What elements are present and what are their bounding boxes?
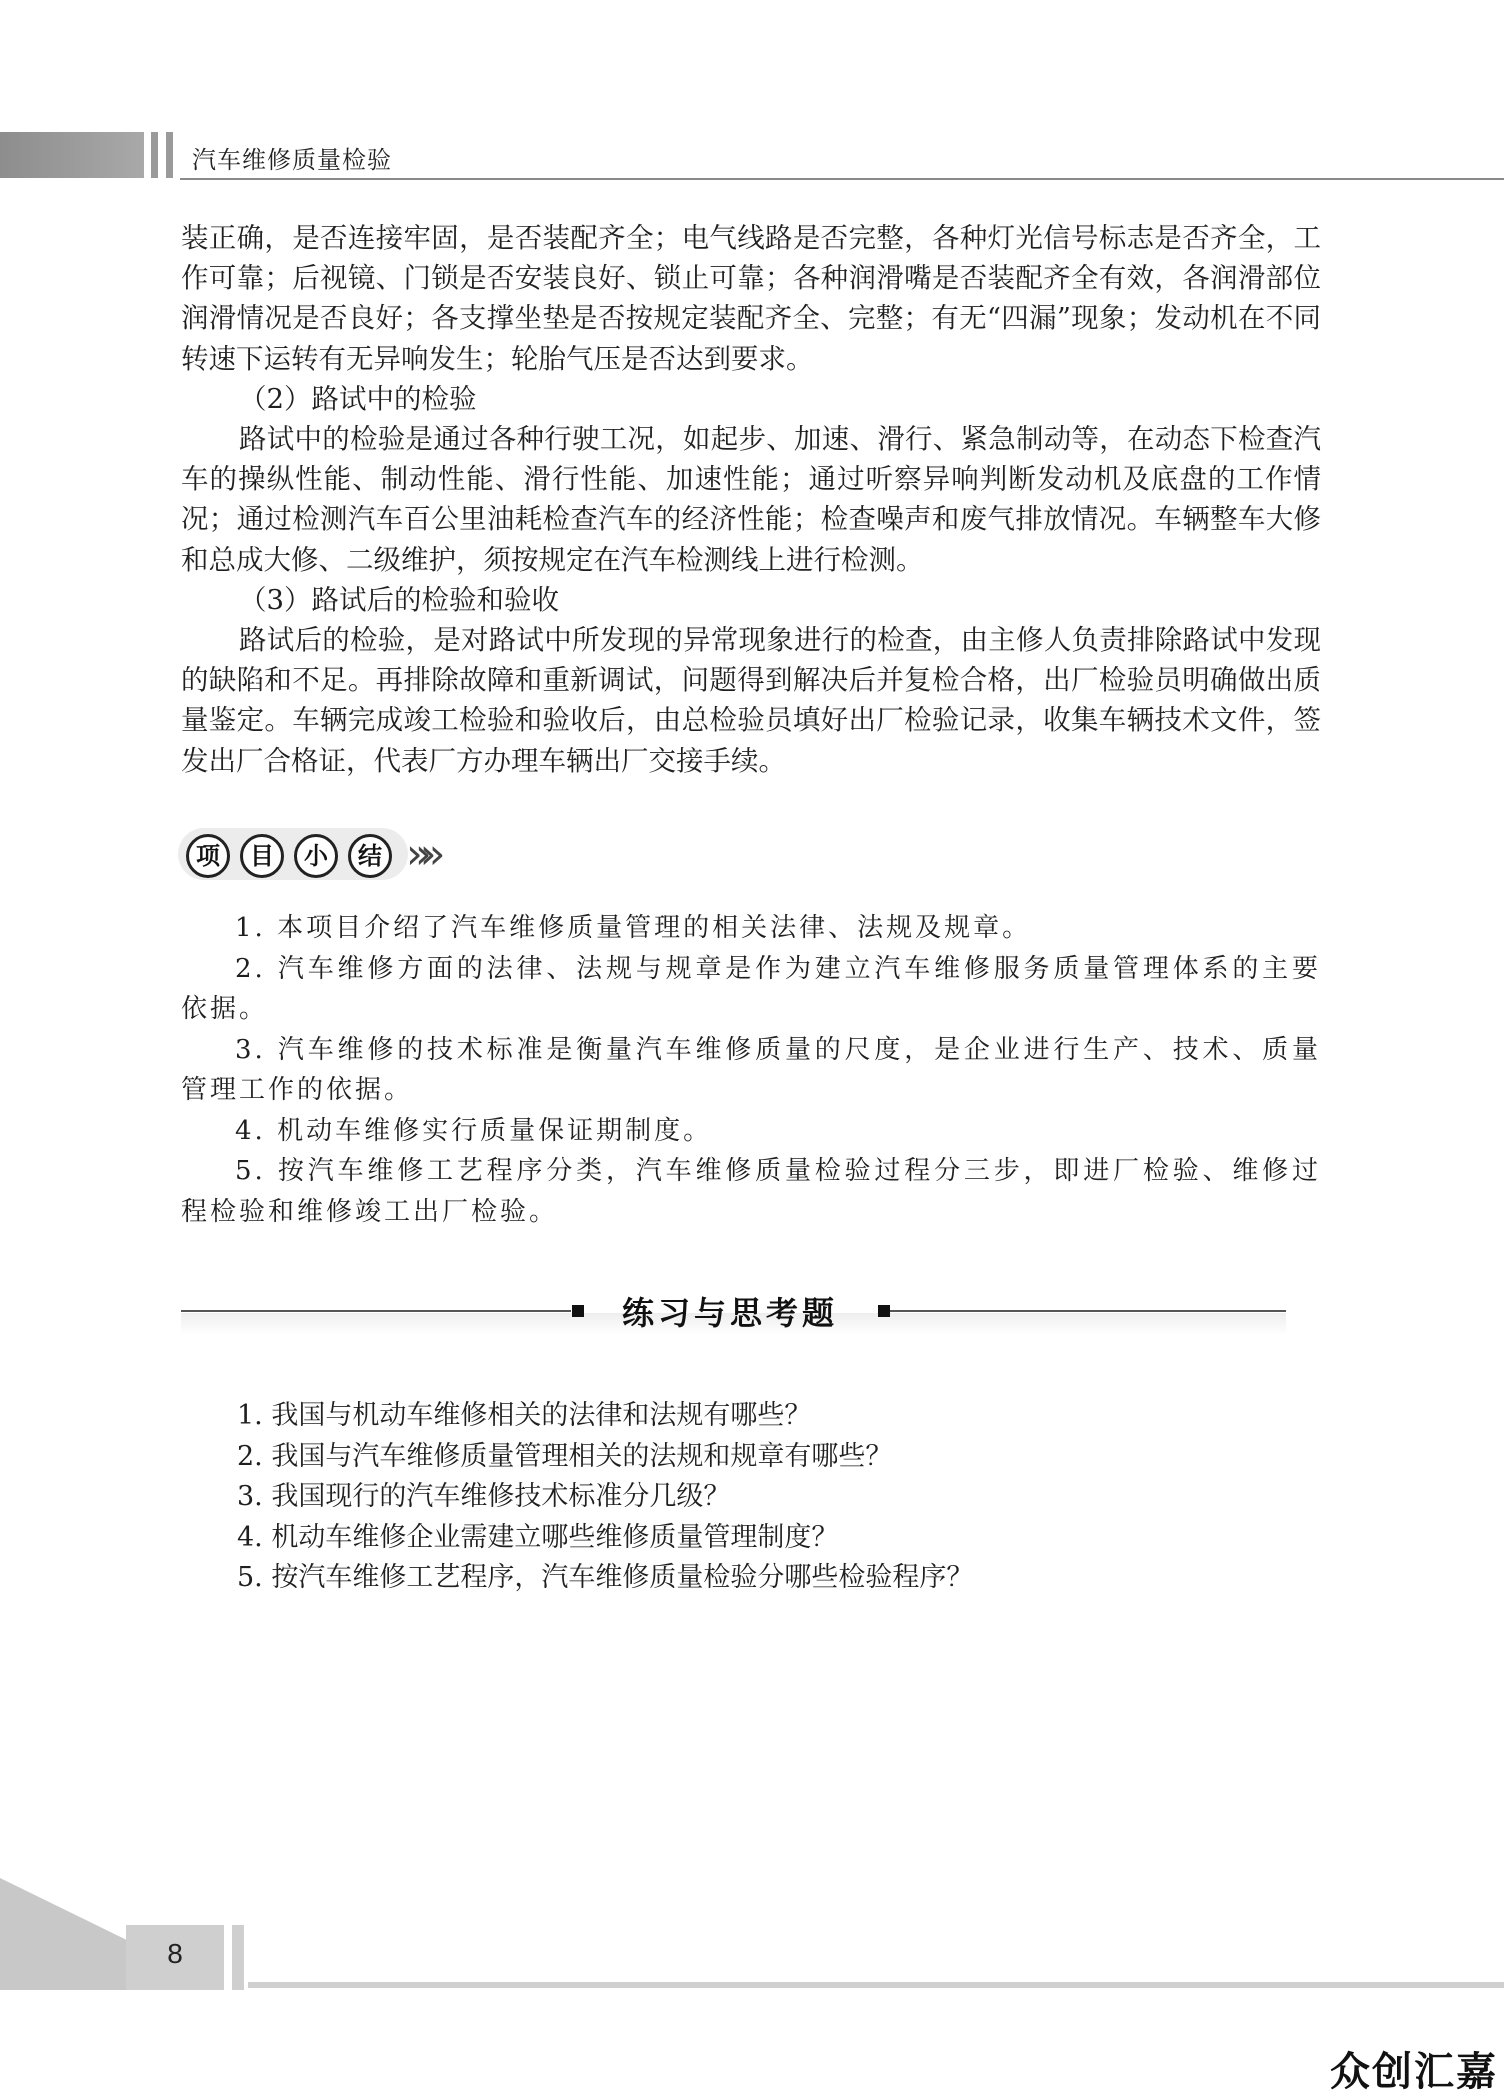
exercise-questions	[237, 1396, 1317, 1599]
question-item: 3. 我国现行的汽车维修技术标准分几级？	[237, 1481, 731, 1512]
badge-char: 项	[186, 834, 230, 878]
summary-item: 1. 本项目介绍了汽车维修质量管理的相关法律、法规及规章。	[235, 913, 1032, 943]
badge-char: 小	[294, 834, 338, 878]
summary-list	[181, 908, 1321, 1232]
page-number: 8	[167, 1938, 183, 1969]
summary-item: 4. 机动车维修实行质量保证期制度。	[235, 1115, 713, 1146]
footer-wedge	[0, 1878, 126, 1990]
exercises-rule-left	[181, 1310, 571, 1312]
summary-item: 3. 汽车维修的技术标准是衡量汽车维修质量的尺度，是企业进行生产、技术、质量管理工作的依据。	[181, 1034, 1321, 1105]
exercises-title: 练习与思考题	[621, 1294, 838, 1332]
paragraph: 路试后的检验，是对路试中所发现的异常现象进行的检查，由主修人负责排除路试中发现的缺陷和不足。再排除故障和重新调试，问题得到解决后并复检合格，出厂检验员明确做出质量鉴定。车辆完成竣工检验和验收后，由总检验员填好出厂检验记录，收集车辆技术文件，签发出厂合格证，代表厂方办理车辆出厂交接手续。	[181, 624, 1321, 777]
question-item: 5. 按汽车维修工艺程序，汽车维修质量检验分哪些检验程序？	[237, 1562, 974, 1593]
summary-item: 2. 汽车维修方面的法律、法规与规章是作为建立汽车维修服务质量管理体系的主要依据。	[181, 953, 1321, 1024]
paragraph: 装正确，是否连接牢固，是否装配齐全；电气线路是否完整，各种灯光信号标志是否齐全，工作可靠；后视镜、门锁是否安装良好、锁止可靠；各种润滑嘴是否装配齐全有效，各润滑部位润滑情况是否良好；各支撑坐垫是否按规定装配齐全、完整；有无“四漏”现象；发动机在不同转速下运转有无异响发生；轮胎气压是否达到要求。	[181, 222, 1321, 375]
header-bar	[151, 132, 158, 178]
paragraph: 路试中的检验是通过各种行驶工况，如起步、加速、滑行、紧急制动等，在动态下检查汽车的操纵性能、制动性能、滑行性能、加速性能；通过听察异响判断发动机及底盘的工作情况；通过检测汽车百公里油耗检查汽车的经济性能；检查噪声和废气排放情况。车辆整车大修和总成大修、二级维护，须按规定在汽车检测线上进行检测。	[181, 423, 1321, 576]
badge-char: 结	[348, 834, 392, 878]
header-rule	[180, 178, 1504, 180]
badge-char: 目	[240, 834, 284, 878]
summary-item: 5. 按汽车维修工艺程序分类，汽车维修质量检验过程分三步，即进厂检验、维修过程检验和维修竣工出厂检验。	[181, 1156, 1321, 1227]
project-summary-badge	[178, 822, 458, 886]
header-gray-block	[0, 132, 144, 178]
header-bar	[166, 132, 173, 178]
footer-bar	[232, 1925, 244, 1990]
body-text	[181, 218, 1321, 781]
question-item: 1. 我国与机动车维修相关的法律和法规有哪些？	[237, 1400, 812, 1431]
footer-rule	[248, 1982, 1504, 1988]
question-item: 4. 机动车维修企业需建立哪些维修质量管理制度？	[237, 1521, 839, 1553]
question-item: 2. 我国与汽车维修质量管理相关的法规和规章有哪些？	[237, 1440, 893, 1472]
running-header-title: 汽车维修质量检验	[192, 146, 392, 174]
double-chevron-icon: »»	[406, 829, 434, 878]
exercises-rule-right	[890, 1310, 1286, 1312]
subsection-heading: （2）路试中的检验	[239, 382, 477, 415]
watermark-logo: 众创汇嘉	[1330, 2049, 1498, 2095]
subsection-heading: （3）路试后的检验和验收	[239, 583, 559, 616]
